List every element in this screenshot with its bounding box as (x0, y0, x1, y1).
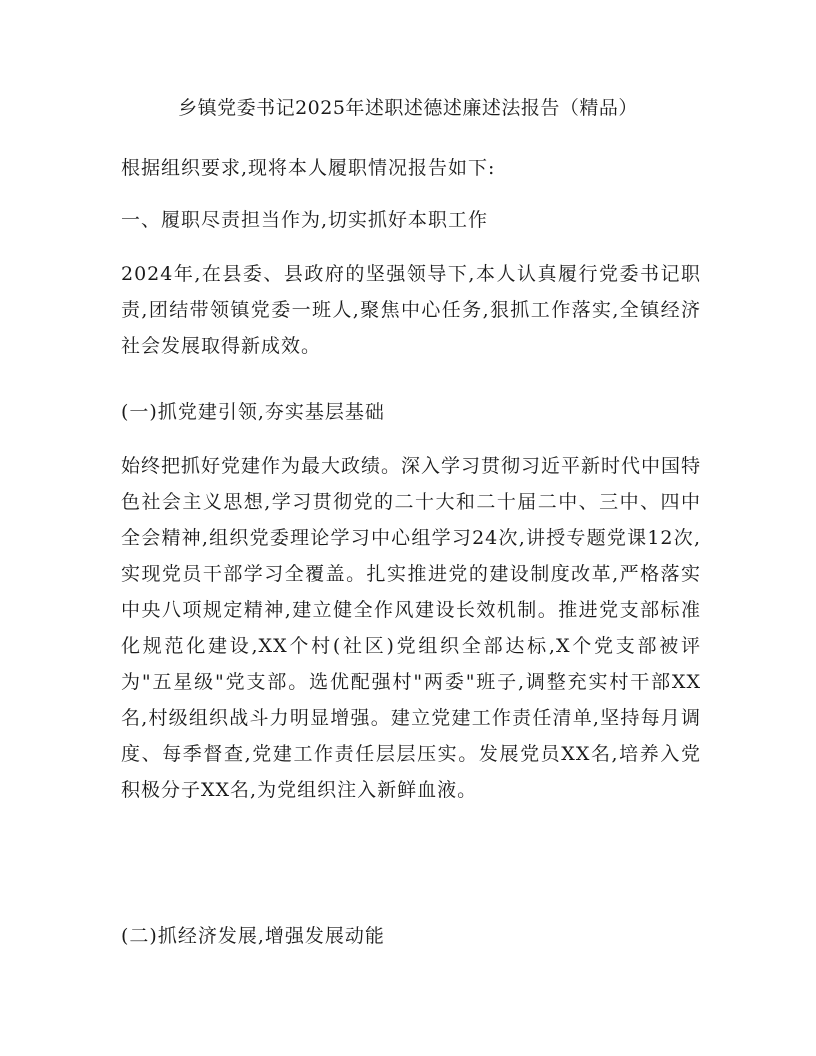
subsection-heading-1: (一)抓党建引领,夯实基层基础 (121, 401, 385, 423)
intro-paragraph: 根据组织要求,现将本人履职情况报告如下: (121, 157, 496, 179)
body-paragraph-1: 2024年,在县委、县政府的坚强领导下,本人认真履行党委书记职责,团结带领镇党委一班人,聚焦中心任务,狠抓工作落实,全镇经济社会发展取得新成效。 (121, 263, 701, 357)
document-title: 乡镇党委书记2025年述职述德述廉述法报告（精品） (178, 97, 638, 119)
subsection-heading-2: (二)抓经济发展,增强发展动能 (121, 925, 385, 947)
section-heading-1: 一、履职尽责担当作为,切实抓好本职工作 (121, 209, 489, 231)
body-paragraph-2: 始终把抓好党建作为最大政绩。深入学习贯彻习近平新时代中国特色社会主义思想,学习贯彻党的二十大和二十届二中、三中、四中全会精神,组织党委理论学习中心组学习24次,讲授专题党课12次,实现党员干部学习全覆盖。扎实推进党的建设制度改革,严格落实中央八项规定精神,建立健全作风建设长效机制。推进党支部标准化规范化建设,XX个村(社区)党组织全部达标,X个党支部被评为"五星级"党支部。选优配强村"两委"班子,调整充实村干部XX名,村级组织战斗力明显增强。建立党建工作责任清单,坚持每月调度、每季督查,党建工作责任层层压实。发展党员XX名,培养入党积极分子XX名,为党组织注入新鲜血液。 (121, 455, 702, 801)
